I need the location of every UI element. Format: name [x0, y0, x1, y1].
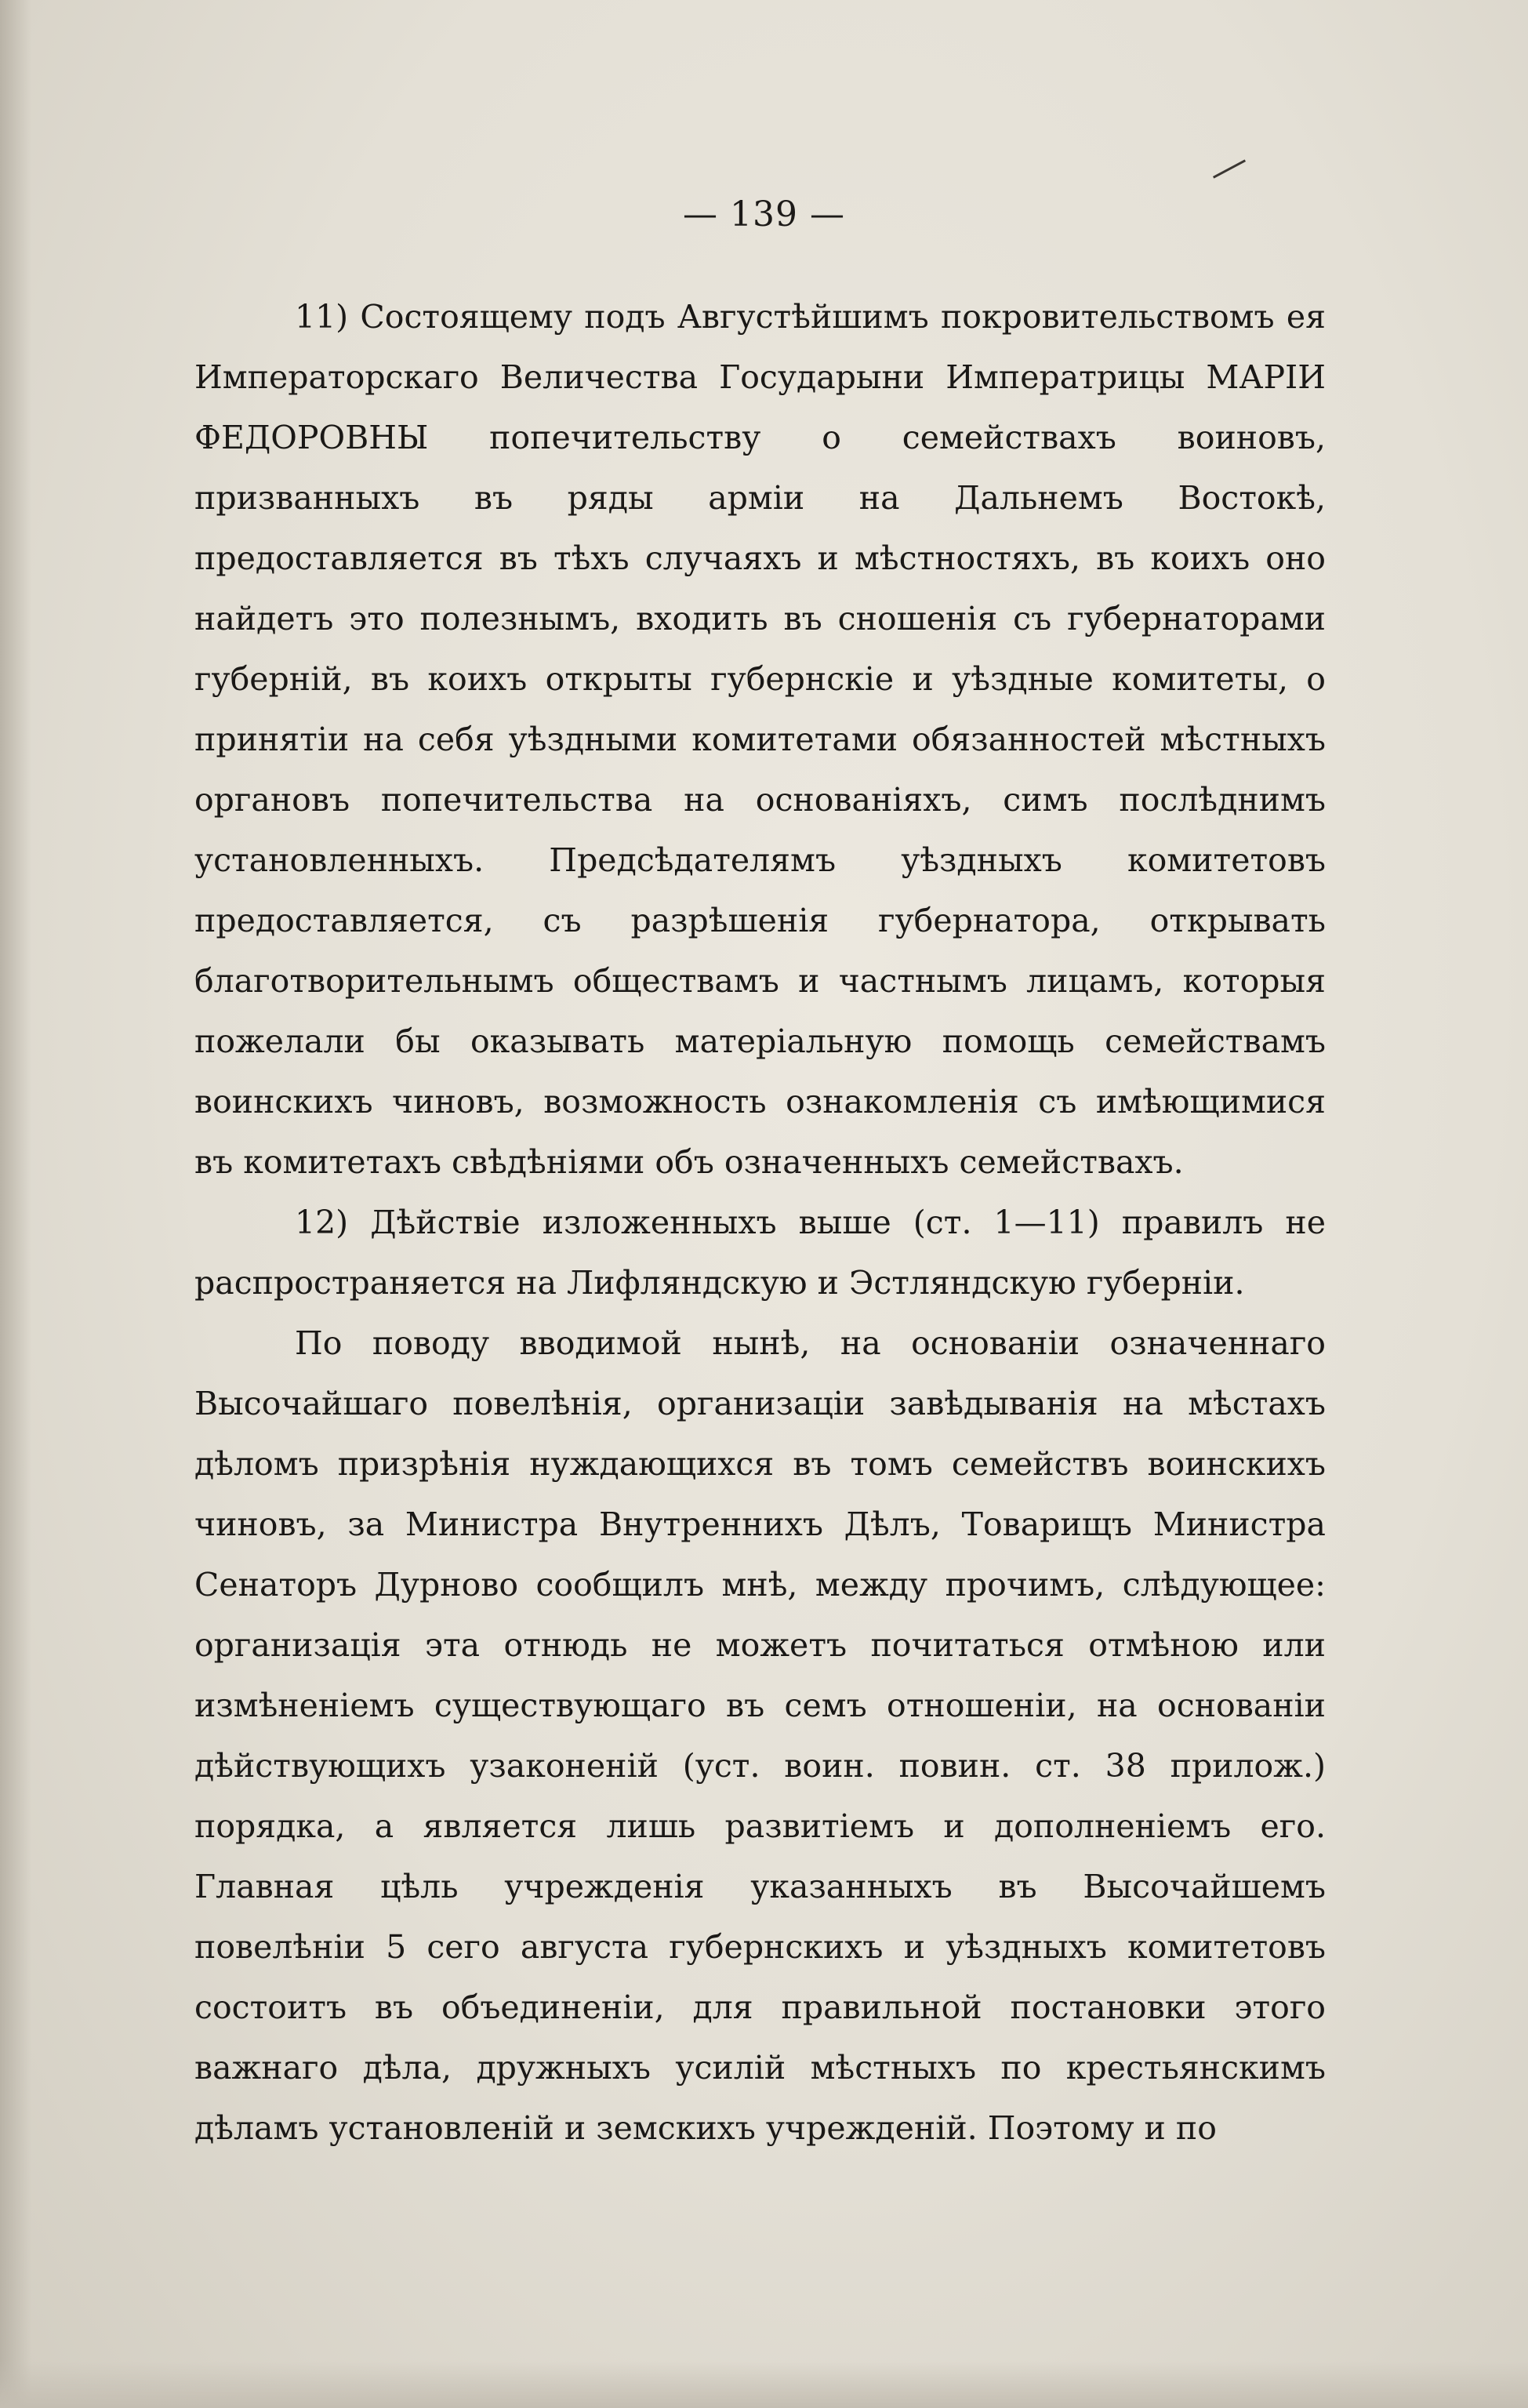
page-number: — 139 —	[683, 194, 845, 234]
body-text	[194, 287, 1326, 2159]
paragraph-article-11: 11) Состоящему подъ Августѣйшимъ покровительствомъ ея Императорскаго Величества Государыни Императрицы МАРІИ ФЕДОРОВНЫ попечительству о семействахъ воиновъ, призванныхъ въ ряды арміи на Дальнемъ Востокѣ, предоставляется въ тѣхъ случаяхъ и мѣстностяхъ, въ коихъ оно найдетъ это полезнымъ, входить въ сношенія съ губернаторами губерній, въ коихъ открыты губернскіе и уѣздные комитеты, о принятіи на себя уѣздными комитетами обязанностей мѣстныхъ органовъ попечительства на основаніяхъ, симъ послѣднимъ установленныхъ. Предсѣдателямъ уѣздныхъ комитетовъ предоставляется, съ разрѣшенія губернатора, открывать благотворительнымъ обществамъ и частнымъ лицамъ, которыя пожелали бы оказывать матеріальную помощь семействамъ воинскихъ чиновъ, возможность ознакомленія съ имѣющимися въ комитетахъ свѣдѣніями объ означенныхъ семействахъ.	[194, 298, 1326, 1181]
ink-mark	[1213, 159, 1246, 178]
paragraph-ministry-note: По поводу вводимой нынѣ, на основаніи означеннаго Высочайшаго повелѣнія, организаціи завѣдыванія на мѣстахъ дѣломъ призрѣнія нуждающихся въ томъ семействъ воинскихъ чиновъ, за Министра Внутреннихъ Дѣлъ, Товарищъ Министра Сенаторъ Дурново сообщилъ мнѣ, между прочимъ, слѣдующее: организація эта отнюдь не можетъ почитаться отмѣною или измѣненіемъ существующаго въ семъ отношеніи, на основаніи дѣйствующихъ узаконеній (уст. воин. повин. ст. 38 прилож.) порядка, а является лишь развитіемъ и дополненіемъ его. Главная цѣль учрежденія указанныхъ въ Высочайшемъ повелѣніи 5 сего августа губернскихъ и уѣздныхъ комитетовъ состоитъ въ объединеніи, для правильной постановки этого важнаго дѣла, дружныхъ усилій мѣстныхъ по крестьянскимъ дѣламъ установленій и земскихъ учрежденій. Поэтому и по	[194, 1324, 1326, 2147]
paragraph-article-12: 12) Дѣйствіе изложенныхъ выше (ст. 1—11) правилъ не распространяется на Лифляндскую и Эстляндскую губерніи.	[194, 1204, 1326, 1302]
page-bottom-shadow	[0, 2361, 1528, 2408]
page-edge-shadow	[0, 0, 31, 2408]
